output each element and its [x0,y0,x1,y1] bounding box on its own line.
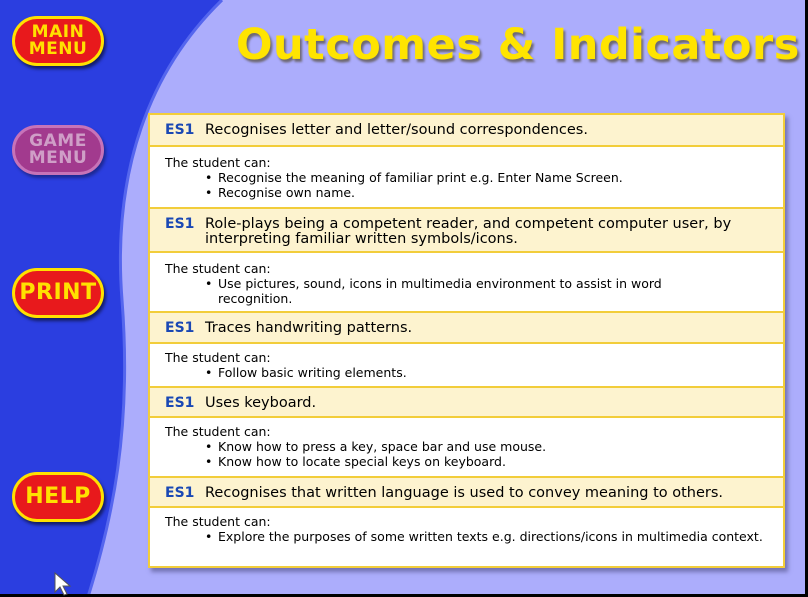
outcome-code: ES1 [165,216,195,232]
outcome-row [150,207,783,253]
outcome-text: Recognises letter and letter/sound correspondences. [205,122,588,138]
main-menu-label-line2: MENU [28,39,88,59]
outcome-code: ES1 [165,122,195,138]
indicator-text: Know how to press a key, space bar and use mouse. [218,439,547,454]
help-label: HELP [25,484,91,509]
indicator-item [205,170,765,185]
indicator-block [150,344,783,386]
outcome-row [150,311,783,344]
indicator-text: Follow basic writing elements. [218,365,407,380]
indicator-item [205,276,705,306]
indicator-block [150,147,783,207]
outcome-code: ES1 [165,320,195,336]
main-menu-button[interactable] [12,16,104,66]
bullet-dot-icon: • [205,365,213,380]
outcome-text: Traces handwriting patterns. [205,320,413,336]
main-menu-label-line1: MAIN [31,22,85,42]
indicator-intro: The student can: [165,261,271,276]
game-menu-label-line1: GAME [29,131,87,151]
indicator-intro: The student can: [165,514,271,529]
outcomes-panel [148,113,785,568]
bullet-dot-icon: • [205,439,213,454]
page-title: Outcomes & Indicators [236,20,800,70]
indicator-text: Explore the purposes of some written texts e.g. directions/icons in multimedia context. [218,529,763,544]
outcome-text: Role-plays being a competent reader, and competent computer user, by interpreting familiar written symbols/icons. [205,216,732,247]
help-button[interactable] [12,472,104,522]
outcome-code: ES1 [165,485,195,501]
indicator-block [150,508,783,566]
print-label: PRINT [19,280,97,305]
print-button[interactable] [12,268,104,318]
indicator-intro: The student can: [165,155,271,170]
indicator-block [150,253,783,313]
outcome-code: ES1 [165,395,195,411]
bullet-dot-icon: • [205,454,213,469]
outcome-row [150,115,783,147]
indicator-item [205,454,765,469]
outcome-row [150,476,783,508]
indicator-text: Use pictures, sound, icons in multimedia environment to assist in word recognition. [218,276,662,306]
indicator-text: Know how to locate special keys on keyboard. [218,454,506,469]
bullet-dot-icon: • [205,529,213,544]
bullet-dot-icon: • [205,170,213,185]
indicator-item [205,365,765,380]
game-menu-label-line2: MENU [28,148,88,168]
indicator-text: Recognise own name. [218,185,356,200]
indicator-item [205,529,765,544]
outcome-text: Uses keyboard. [205,395,317,411]
game-menu-button[interactable] [12,125,104,175]
indicator-item [205,185,765,200]
outcome-row [150,386,783,418]
indicator-intro: The student can: [165,424,271,439]
bullet-dot-icon: • [205,276,213,291]
outcome-text: Recognises that written language is used to convey meaning to others. [205,485,724,501]
mouse-pointer-icon [54,572,78,597]
bullet-dot-icon: • [205,185,213,200]
indicator-intro: The student can: [165,350,271,365]
indicator-block [150,418,783,476]
indicator-item [205,439,765,454]
indicator-text: Recognise the meaning of familiar print e.g. Enter Name Screen. [218,170,623,185]
